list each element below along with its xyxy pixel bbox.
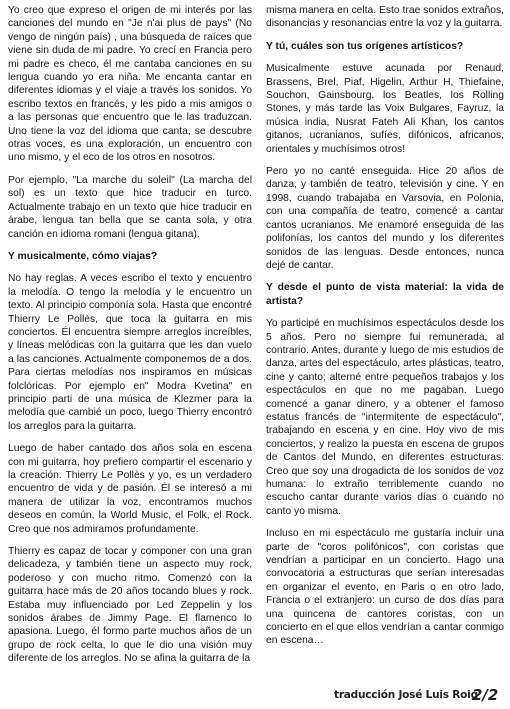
paragraph: Por ejemplo, "La marche du soleil" (La marcha del sol) es un texto que hice traducir en turco. Actualmente trabajo en un texto que hice traducir en árabe, lengua tan bella que se canta sola, y otra canción en idioma romani (lengua gitana). <box>8 174 252 240</box>
interview-question: Y tú, cuáles son tus orígenes artísticos? <box>266 40 464 52</box>
paragraph: Pero yo no canté enseguida. Hice 20 años de danza, y también de teatro, televisión y cine. Y en 1998, cuando trabajaba en Varsovia, en Polonia, con una compañía de teatro, comencé a cantar cantos ucranianos. Me enamoré enseguida de las polifonías, los cantos del mundo y los diferentes sonidos de las lenguas. Desde entonces, nunca dejé de cantar. <box>266 166 504 271</box>
paragraph: No hay reglas. A veces escribo el texto y encuentro la melodía. O tengo la melodía y le encuentro un texto. Al principio componía sola. Hasta que encontré Thierry Le Pollès, que toca la guitarra en mis conciertos. Él encuentra siempre arreglos increíbles, y líneas melódicas con la guitarra que les dan vuelo a las canciones. Actualmente componemos de a dos. Para ciertas melodías nos inspiramos en músicas folclóricas. Por ejemplo en" Modra Kvetina" en principio parti de una música de Klezmer para la melodía que cambié un poco, luego Thierry encontró los arreglos para la guitarra. <box>8 273 252 432</box>
right-column <box>266 4 504 657</box>
translation-credit: traducción José Luis Roig <box>334 689 478 701</box>
paragraph: Yo creo que expreso el origen de mi interés por las canciones del mundo en "Je n'ai plus de pays" (No vengo de ningún país) , una búsqueda de raíces que viene sin duda de mi padre. Yo crecí en Francia pero mi padre es checo, él me cantaba canciones en su lengua cuando yo era niña. Me encanta cantar en diferentes idiomas y el viaje a través los sonidos. Yo escribo textos en francés, y les pido a mis amigos o a las personas que encuentro que le las traduzcan. Uno tiene la voz del idioma que canta, se descubre otras voces, es una exploración, un encuentro con uno mismo, y el eco de los otros en nosotros. <box>8 5 252 164</box>
interview-question: Y desde el punto de vista material: la vida de artista? <box>266 282 504 307</box>
page-number: 2/2 <box>472 686 499 704</box>
left-column <box>8 4 252 675</box>
interview-question: Y musicalmente, cómo viajas? <box>8 250 158 262</box>
paragraph: Yo participé en muchísimos espectáculos desde los 5 años. Pero no siempre fui remunerada, al contrario. Antes, durante y luego de mis estudios de danza, artes del espectáculo, artes plásticas, teatro, cine y canto; alterné entre pequeños trabajos y los espectáculos en que no me pagaban. Luego comencé a ganar dinero, y a obtener el famoso estatus francés de "intermitente de espectáculo", trabajando en escena y en cine. Hoy vivo de mis conciertos, y realizo la puesta en escena de grupos de Cantos del Mundo, en diferentes estructuras. Creo que soy una drogadicta de los sonidos de voz humana: lo extraño terriblemente cuando no escucho cantar durante varios días o cuando no canto yo misma. <box>266 318 504 517</box>
paragraph: misma manera en celta. Esto trae sonidos extraños, disonancias y resonancias entre la voz y la guitarra. <box>266 5 504 30</box>
paragraph: Luego de haber cantado dos años sola en escena con mi guitarra, hoy prefiero compartir el escenario y la creación. Thierry Le Pollès y yo, es un verdadero encuentro de vida y de pasión. Él se interesó a mi manera de utilizar la voz, encontramos muchos deseos en común, la World Music, el Folk, el Rock. Creo que nos admiramos profundamente. <box>8 443 252 535</box>
page-footer <box>0 686 510 706</box>
paragraph: Musicalmente estuve acunada por Renaud, Brassens, Brel, Piaf, Higelin, Arthur H, Thiefaine, Souchon, Gainsbourg, los Beatles, los Rolling Stones, y más tarde las Voix Bulgares, Fayruz, la música india, Nusrat Fateh Ali Khan, los cantos gitanos, ucranianos, sufíes, difónicos, africanos, orientales y muchísimos otros! <box>266 63 504 155</box>
paragraph: Incluso en mi espectáculo me gustaría incluir una parte de "coros polifónicos", con coristas que vendrían a participar en un concierto. Hago una convocatoria a estructuras que serían interesadas en organizar el evento, en Paris o en otro lado, Francia o el extranjero: un curso de dos días para una quincena de cantores coristas, con un concierto en el que ellos vendrían a cantar conmigo en escena… <box>266 528 504 647</box>
paragraph: Thierry es capaz de tocar y componer con una gran delicadeza, y también tiene un aspecto muy rock, poderoso y con mucho ritmo. Comenzó con la guitarra hace más de 20 años tocando blues y rock. Estaba muy influenciado por Led Zeppelin y los sonidos árabes de Jimmy Page. El flamenco lo apasiona. Luego, él formo parte muchos años de un grupo de rock celta, lo que le dio una visión muy diferente de los arreglos. No se afina la guitarra de la <box>8 546 252 665</box>
